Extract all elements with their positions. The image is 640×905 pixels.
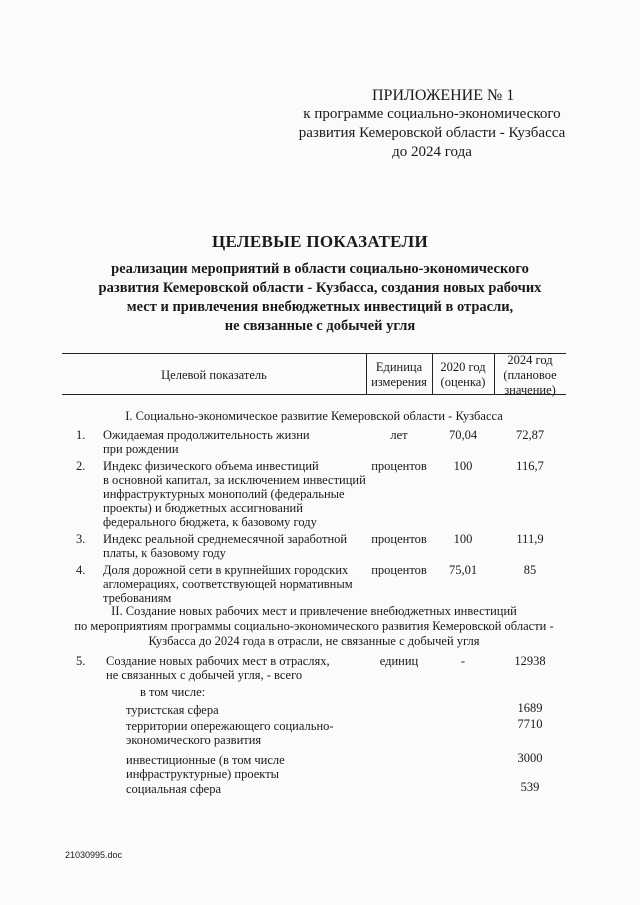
header-2020-line: (оценка) [440,375,486,389]
row-text-line: Индекс реальной среднемесячной заработной [103,532,348,546]
row-description [103,532,347,560]
subrow-description [126,782,221,796]
row-unit: лет [390,428,408,442]
row-text-line: проекты) и бюджетных ассигнований [103,501,303,515]
row-value-2020: 70,04 [448,428,478,442]
row-text-line: Создание новых рабочих мест в отраслях, [106,654,330,668]
row-text-line: Ожидаемая продолжительность жизни [103,428,310,442]
row-unit: процентов [371,532,427,546]
row-text-line: требованиям [103,591,172,605]
header-2024-line: значение) [504,383,556,397]
row-number: 1. [76,428,86,442]
subtitle-line: не связанные с добычей угля [224,318,416,334]
document-subtitle [0,260,640,336]
annex-line-3: до 2024 года [392,144,472,160]
subrow-value-2024: 1689 [517,701,543,715]
header-2024-line: (плановое [503,368,557,382]
annex-line-2: развития Кемеровской области - Кузбасса [298,125,566,141]
subrow-text-line: экономического развития [126,733,262,747]
row-text-line: в основной капитал, за исключением инвестиций [103,473,366,487]
subrow-text-line: социальная сфера [126,782,222,796]
section-2-heading [62,604,566,649]
subrow-text-line: территории опережающего социально- [126,719,334,733]
row-value-2020: 75,01 [448,563,478,577]
header-2024 [494,353,566,398]
including-label: в том числе: [140,685,206,699]
row-text-line: не связанных с добычей угля, - всего [106,668,303,682]
header-unit-line: измерения [371,375,427,389]
subrow-value-2024: 3000 [517,751,543,765]
header-unit-line: Единица [375,360,423,374]
row-unit: процентов [371,563,427,577]
header-unit [366,360,432,390]
subtitle-line: развития Кемеровской области - Кузбасса, создания новых рабочих [98,280,542,296]
row-value-2024: 72,87 [515,428,545,442]
subrow-value-2024: 539 [520,780,540,794]
row-text-line: инфраструктурных монополий (федеральные [103,487,345,501]
subrow-text-line: туристская сфера [126,703,219,717]
section-1-heading: I. Социально-экономическое развитие Кемеровской области - Кузбасса [125,409,503,423]
subtitle-line: мест и привлечения внебюджетных инвестиций в отрасли, [126,299,514,315]
section-2-line: по мероприятиям программы социально-экономического развития Кемеровской области - [74,619,554,633]
header-2020-line: 2020 год [440,360,486,374]
subrow-description [126,753,285,781]
subrow-description [126,719,334,747]
row-value-2024: 111,9 [516,532,544,546]
annex-header [282,86,582,162]
row-value-2020: 100 [453,459,473,473]
row-description [103,428,310,456]
row-value-2020: - [460,654,466,668]
row-text-line: федерального бюджета, к базовому году [103,515,317,529]
subrow-text-line: инвестиционные (в том числе [126,753,285,767]
row-description [103,459,366,529]
row-unit: единиц [379,654,419,668]
row-number: 5. [76,654,86,668]
subrow-description [126,703,219,717]
row-value-2024: 12938 [514,654,546,668]
header-indicator: Целевой показатель [161,368,267,382]
header-2020 [432,360,494,390]
row-text-line: агломерациях, соответствующей нормативным [103,577,353,591]
row-text-line: Индекс физического объема инвестиций [103,459,319,473]
row-value-2024: 116,7 [516,459,544,473]
row-value-2024: 85 [523,563,537,577]
section-2-line: Кузбасса до 2024 года в отрасли, не связанные с добычей угля [148,634,480,648]
row-description [106,654,330,682]
table-top-rule [62,353,566,354]
document-title: ЦЕЛЕВЫЕ ПОКАЗАТЕЛИ [211,232,429,251]
row-description [103,563,353,605]
row-unit: процентов [371,459,427,473]
row-number: 3. [76,532,86,546]
row-value-2020: 100 [453,532,473,546]
row-text-line: платы, к базовому году [103,546,226,560]
row-text-line: Доля дорожной сети в крупнейших городских [103,563,349,577]
table-header-rule [62,394,566,395]
subrow-text-line: инфраструктурные) проекты [126,767,280,781]
annex-line-1: к программе социально-экономического [303,106,561,122]
file-name-footer: 21030995.doc [65,850,123,860]
row-number: 2. [76,459,86,473]
subrow-value-2024: 7710 [517,717,543,731]
section-2-line: II. Создание новых рабочих мест и привлечение внебюджетных инвестиций [111,604,517,618]
header-2024-line: 2024 год [507,353,553,367]
annex-title: ПРИЛОЖЕНИЕ № 1 [372,87,515,104]
row-number: 4. [76,563,86,577]
row-text-line: при рождении [103,442,179,456]
subtitle-line: реализации мероприятий в области социально-экономического [111,261,529,277]
